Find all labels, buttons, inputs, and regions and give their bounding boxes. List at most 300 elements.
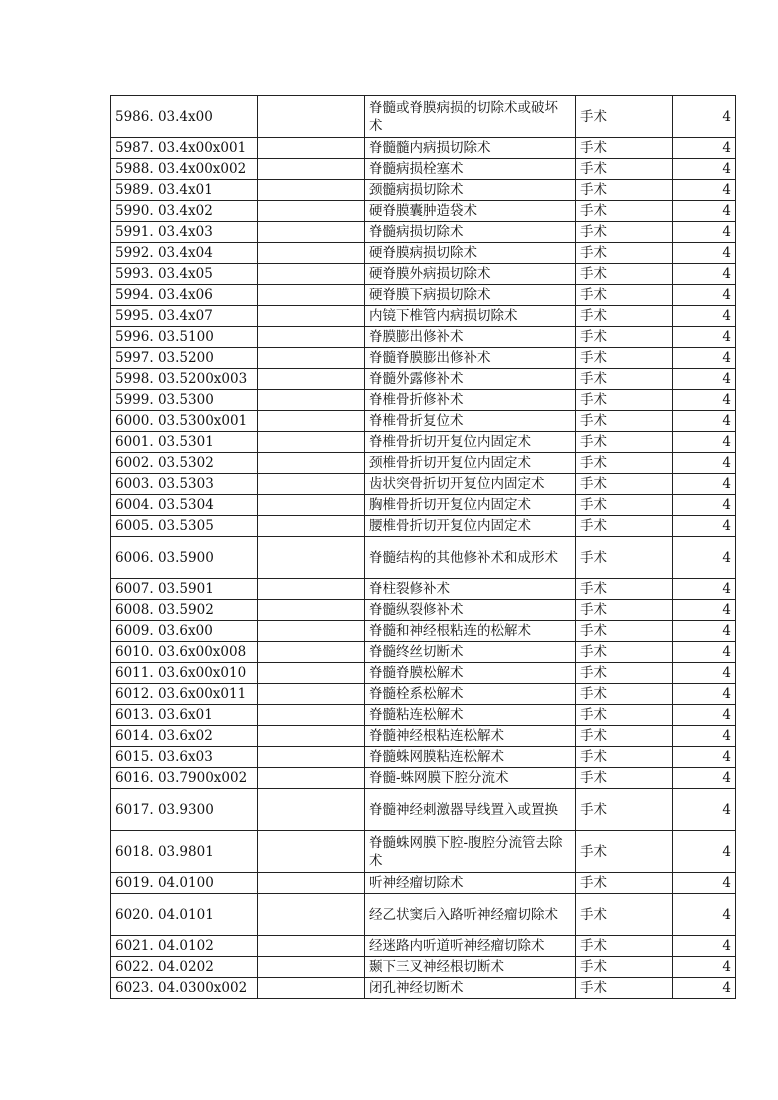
empty-cell bbox=[258, 306, 365, 327]
empty-cell bbox=[258, 768, 365, 789]
level-cell: 4 bbox=[673, 747, 736, 768]
table-row bbox=[111, 159, 736, 180]
table-row bbox=[111, 747, 736, 768]
empty-cell bbox=[258, 495, 365, 516]
row-number: 5992. bbox=[115, 245, 154, 261]
level-cell: 4 bbox=[673, 180, 736, 201]
category-cell: 手术 bbox=[576, 789, 673, 831]
row-number: 5993. bbox=[115, 266, 154, 282]
level-cell: 4 bbox=[673, 390, 736, 411]
level-cell: 4 bbox=[673, 894, 736, 936]
table-row bbox=[111, 537, 736, 579]
procedure-name-cell: 脊髓病损切除术 bbox=[365, 222, 576, 243]
procedure-name-cell: 硬脊膜外病损切除术 bbox=[365, 264, 576, 285]
category-cell: 手术 bbox=[576, 705, 673, 726]
procedure-code: 03.4x03 bbox=[157, 224, 213, 240]
level-cell: 4 bbox=[673, 957, 736, 978]
row-number-code-cell bbox=[111, 327, 258, 348]
row-number-code-cell bbox=[111, 705, 258, 726]
table-row bbox=[111, 936, 736, 957]
row-number-code-cell bbox=[111, 264, 258, 285]
row-number: 6013. bbox=[115, 707, 154, 723]
row-number-code-cell bbox=[111, 159, 258, 180]
category-cell: 手术 bbox=[576, 516, 673, 537]
procedure-name-cell: 硬脊膜病损切除术 bbox=[365, 243, 576, 264]
level-cell: 4 bbox=[673, 222, 736, 243]
row-number: 6022. bbox=[115, 959, 154, 975]
level-cell: 4 bbox=[673, 432, 736, 453]
category-cell: 手术 bbox=[576, 369, 673, 390]
empty-cell bbox=[258, 831, 365, 873]
procedure-code: 04.0100 bbox=[157, 875, 214, 891]
category-cell: 手术 bbox=[576, 411, 673, 432]
procedure-name-cell: 脊髓终丝切断术 bbox=[365, 642, 576, 663]
table-row bbox=[111, 264, 736, 285]
category-cell: 手术 bbox=[576, 936, 673, 957]
row-number-code-cell bbox=[111, 726, 258, 747]
level-cell: 4 bbox=[673, 978, 736, 999]
procedure-name-cell: 脊椎骨折切开复位内固定术 bbox=[365, 432, 576, 453]
row-number: 5990. bbox=[115, 203, 154, 219]
category-cell: 手术 bbox=[576, 957, 673, 978]
row-number-code-cell bbox=[111, 285, 258, 306]
procedure-name-cell: 脊椎骨折修补术 bbox=[365, 390, 576, 411]
empty-cell bbox=[258, 894, 365, 936]
procedure-code: 03.4x00 bbox=[157, 108, 213, 125]
category-cell: 手术 bbox=[576, 201, 673, 222]
procedure-code: 03.6x02 bbox=[157, 728, 213, 744]
table-row bbox=[111, 201, 736, 222]
empty-cell bbox=[258, 159, 365, 180]
empty-cell bbox=[258, 621, 365, 642]
procedure-name-cell: 脊髓或脊膜病损的切除术或破坏术 bbox=[365, 96, 576, 138]
category-cell: 手术 bbox=[576, 264, 673, 285]
row-number-code-cell bbox=[111, 369, 258, 390]
row-number: 6002. bbox=[115, 455, 154, 471]
table-row bbox=[111, 516, 736, 537]
category-cell: 手术 bbox=[576, 138, 673, 159]
procedure-name-cell: 脊膜膨出修补术 bbox=[365, 327, 576, 348]
row-number: 5998. bbox=[115, 371, 154, 387]
empty-cell bbox=[258, 411, 365, 432]
category-cell: 手术 bbox=[576, 306, 673, 327]
procedure-code: 03.4x05 bbox=[157, 266, 213, 282]
table-row bbox=[111, 684, 736, 705]
table-row bbox=[111, 789, 736, 831]
table-row bbox=[111, 705, 736, 726]
empty-cell bbox=[258, 264, 365, 285]
procedure-name-cell: 闭孔神经切断术 bbox=[365, 978, 576, 999]
row-number-code-cell bbox=[111, 453, 258, 474]
empty-cell bbox=[258, 201, 365, 222]
procedure-code: 03.4x06 bbox=[157, 287, 213, 303]
row-number-code-cell bbox=[111, 873, 258, 894]
procedure-code: 03.4x07 bbox=[157, 308, 213, 324]
level-cell: 4 bbox=[673, 243, 736, 264]
category-cell: 手术 bbox=[576, 600, 673, 621]
table-row bbox=[111, 96, 736, 138]
row-number-code-cell bbox=[111, 495, 258, 516]
row-number-code-cell bbox=[111, 222, 258, 243]
row-number: 5994. bbox=[115, 287, 154, 303]
procedure-name-cell: 脊柱裂修补术 bbox=[365, 579, 576, 600]
table-row bbox=[111, 390, 736, 411]
row-number-code-cell bbox=[111, 747, 258, 768]
category-cell: 手术 bbox=[576, 432, 673, 453]
category-cell: 手术 bbox=[576, 474, 673, 495]
table-row bbox=[111, 978, 736, 999]
row-number-code-cell bbox=[111, 516, 258, 537]
level-cell: 4 bbox=[673, 642, 736, 663]
category-cell: 手术 bbox=[576, 285, 673, 306]
category-cell: 手术 bbox=[576, 873, 673, 894]
table-row bbox=[111, 222, 736, 243]
category-cell: 手术 bbox=[576, 579, 673, 600]
table-row bbox=[111, 180, 736, 201]
empty-cell bbox=[258, 243, 365, 264]
row-number-code-cell bbox=[111, 789, 258, 831]
empty-cell bbox=[258, 936, 365, 957]
level-cell: 4 bbox=[673, 138, 736, 159]
row-number: 5986. bbox=[115, 108, 154, 125]
category-cell: 手术 bbox=[576, 243, 673, 264]
row-number-code-cell bbox=[111, 411, 258, 432]
procedure-code: 03.6x00x011 bbox=[157, 686, 247, 702]
empty-cell bbox=[258, 327, 365, 348]
row-number-code-cell bbox=[111, 537, 258, 579]
category-cell: 手术 bbox=[576, 894, 673, 936]
procedure-name-cell: 脊髓脊膜膨出修补术 bbox=[365, 348, 576, 369]
procedure-code: 03.5302 bbox=[157, 455, 214, 471]
table-row bbox=[111, 894, 736, 936]
row-number: 5996. bbox=[115, 329, 154, 345]
row-number: 6010. bbox=[115, 644, 154, 660]
level-cell: 4 bbox=[673, 327, 736, 348]
procedure-code: 03.5304 bbox=[157, 497, 214, 513]
table-row bbox=[111, 369, 736, 390]
table-row bbox=[111, 453, 736, 474]
row-number: 5997. bbox=[115, 350, 154, 366]
procedure-name-cell: 脊髓纵裂修补术 bbox=[365, 600, 576, 621]
category-cell: 手术 bbox=[576, 453, 673, 474]
procedure-name-cell: 脊髓栓系松解术 bbox=[365, 684, 576, 705]
row-number: 6020. bbox=[115, 906, 154, 923]
procedure-name-cell: 脊髓结构的其他修补术和成形术 bbox=[365, 537, 576, 579]
table-row bbox=[111, 663, 736, 684]
level-cell: 4 bbox=[673, 537, 736, 579]
empty-cell bbox=[258, 957, 365, 978]
procedure-code: 03.5300 bbox=[157, 392, 214, 408]
row-number: 5987. bbox=[115, 140, 154, 156]
level-cell: 4 bbox=[673, 600, 736, 621]
row-number-code-cell bbox=[111, 894, 258, 936]
procedure-code: 03.5200 bbox=[157, 350, 214, 366]
level-cell: 4 bbox=[673, 348, 736, 369]
procedure-name-cell: 脊髓-蛛网膜下腔分流术 bbox=[365, 768, 576, 789]
empty-cell bbox=[258, 579, 365, 600]
row-number: 6019. bbox=[115, 875, 154, 891]
procedure-code: 03.5300x001 bbox=[157, 413, 248, 429]
table-row bbox=[111, 474, 736, 495]
row-number-code-cell bbox=[111, 306, 258, 327]
table-row bbox=[111, 600, 736, 621]
table-row bbox=[111, 621, 736, 642]
procedure-code: 03.5301 bbox=[157, 434, 214, 450]
table-row bbox=[111, 432, 736, 453]
empty-cell bbox=[258, 180, 365, 201]
procedure-code: 04.0102 bbox=[157, 938, 214, 954]
empty-cell bbox=[258, 138, 365, 159]
empty-cell bbox=[258, 726, 365, 747]
procedure-code: 03.6x00x010 bbox=[157, 665, 247, 681]
procedure-code: 03.5303 bbox=[157, 476, 214, 492]
empty-cell bbox=[258, 663, 365, 684]
category-cell: 手术 bbox=[576, 96, 673, 138]
row-number: 6008. bbox=[115, 602, 154, 618]
procedure-name-cell: 颈椎骨折切开复位内固定术 bbox=[365, 453, 576, 474]
empty-cell bbox=[258, 642, 365, 663]
procedure-code-table bbox=[110, 95, 736, 999]
empty-cell bbox=[258, 600, 365, 621]
table-row bbox=[111, 306, 736, 327]
row-number: 6016. bbox=[115, 770, 154, 786]
category-cell: 手术 bbox=[576, 831, 673, 873]
category-cell: 手术 bbox=[576, 495, 673, 516]
row-number: 6012. bbox=[115, 686, 154, 702]
empty-cell bbox=[258, 474, 365, 495]
procedure-code: 03.5901 bbox=[157, 581, 214, 597]
procedure-code: 03.5100 bbox=[157, 329, 214, 345]
category-cell: 手术 bbox=[576, 978, 673, 999]
row-number: 6006. bbox=[115, 549, 154, 566]
category-cell: 手术 bbox=[576, 537, 673, 579]
procedure-name-cell: 听神经瘤切除术 bbox=[365, 873, 576, 894]
row-number-code-cell bbox=[111, 684, 258, 705]
procedure-name-cell: 脊髓髓内病损切除术 bbox=[365, 138, 576, 159]
empty-cell bbox=[258, 96, 365, 138]
empty-cell bbox=[258, 684, 365, 705]
procedure-code: 04.0300x002 bbox=[157, 980, 248, 996]
table-row bbox=[111, 411, 736, 432]
row-number-code-cell bbox=[111, 201, 258, 222]
level-cell: 4 bbox=[673, 264, 736, 285]
level-cell: 4 bbox=[673, 516, 736, 537]
level-cell: 4 bbox=[673, 474, 736, 495]
procedure-code: 03.6x00x008 bbox=[157, 644, 247, 660]
procedure-name-cell: 颞下三叉神经根切断术 bbox=[365, 957, 576, 978]
row-number: 6018. bbox=[115, 843, 154, 860]
empty-cell bbox=[258, 285, 365, 306]
level-cell: 4 bbox=[673, 621, 736, 642]
empty-cell bbox=[258, 348, 365, 369]
procedure-name-cell: 脊髓脊膜松解术 bbox=[365, 663, 576, 684]
level-cell: 4 bbox=[673, 726, 736, 747]
level-cell: 4 bbox=[673, 873, 736, 894]
category-cell: 手术 bbox=[576, 180, 673, 201]
empty-cell bbox=[258, 222, 365, 243]
row-number: 6000. bbox=[115, 413, 154, 429]
level-cell: 4 bbox=[673, 579, 736, 600]
table-row bbox=[111, 285, 736, 306]
procedure-code: 03.4x00x001 bbox=[157, 140, 247, 156]
procedure-code: 03.9300 bbox=[157, 801, 214, 818]
row-number: 6009. bbox=[115, 623, 154, 639]
table-row bbox=[111, 579, 736, 600]
row-number: 6005. bbox=[115, 518, 154, 534]
row-number: 6015. bbox=[115, 749, 154, 765]
empty-cell bbox=[258, 516, 365, 537]
empty-cell bbox=[258, 789, 365, 831]
empty-cell bbox=[258, 453, 365, 474]
category-cell: 手术 bbox=[576, 348, 673, 369]
row-number-code-cell bbox=[111, 432, 258, 453]
procedure-name-cell: 脊髓蛛网膜下腔-腹腔分流管去除术 bbox=[365, 831, 576, 873]
procedure-name-cell: 胸椎骨折切开复位内固定术 bbox=[365, 495, 576, 516]
table-row bbox=[111, 726, 736, 747]
level-cell: 4 bbox=[673, 789, 736, 831]
procedure-name-cell: 内镜下椎管内病损切除术 bbox=[365, 306, 576, 327]
procedure-code: 04.0202 bbox=[157, 959, 214, 975]
category-cell: 手术 bbox=[576, 390, 673, 411]
level-cell: 4 bbox=[673, 453, 736, 474]
category-cell: 手术 bbox=[576, 621, 673, 642]
empty-cell bbox=[258, 390, 365, 411]
table-row bbox=[111, 831, 736, 873]
table-row bbox=[111, 642, 736, 663]
procedure-name-cell: 脊髓和神经根粘连的松解术 bbox=[365, 621, 576, 642]
empty-cell bbox=[258, 369, 365, 390]
level-cell: 4 bbox=[673, 831, 736, 873]
empty-cell bbox=[258, 873, 365, 894]
category-cell: 手术 bbox=[576, 726, 673, 747]
empty-cell bbox=[258, 705, 365, 726]
empty-cell bbox=[258, 747, 365, 768]
table-row bbox=[111, 138, 736, 159]
row-number: 5999. bbox=[115, 392, 154, 408]
procedure-code: 03.6x03 bbox=[157, 749, 213, 765]
level-cell: 4 bbox=[673, 684, 736, 705]
category-cell: 手术 bbox=[576, 159, 673, 180]
level-cell: 4 bbox=[673, 411, 736, 432]
row-number-code-cell bbox=[111, 957, 258, 978]
row-number-code-cell bbox=[111, 600, 258, 621]
procedure-code: 03.5902 bbox=[157, 602, 214, 618]
level-cell: 4 bbox=[673, 159, 736, 180]
procedure-name-cell: 经乙状窦后入路听神经瘤切除术 bbox=[365, 894, 576, 936]
level-cell: 4 bbox=[673, 201, 736, 222]
row-number-code-cell bbox=[111, 936, 258, 957]
table-row bbox=[111, 327, 736, 348]
table-row bbox=[111, 495, 736, 516]
row-number: 6001. bbox=[115, 434, 154, 450]
row-number-code-cell bbox=[111, 390, 258, 411]
procedure-name-cell: 齿状突骨折切开复位内固定术 bbox=[365, 474, 576, 495]
procedure-code: 03.4x00x002 bbox=[157, 161, 247, 177]
procedure-name-cell: 脊髓病损栓塞术 bbox=[365, 159, 576, 180]
category-cell: 手术 bbox=[576, 327, 673, 348]
row-number: 6007. bbox=[115, 581, 154, 597]
row-number: 6021. bbox=[115, 938, 154, 954]
level-cell: 4 bbox=[673, 369, 736, 390]
procedure-name-cell: 脊髓神经刺激器导线置入或置换 bbox=[365, 789, 576, 831]
procedure-name-cell: 脊髓外露修补术 bbox=[365, 369, 576, 390]
category-cell: 手术 bbox=[576, 663, 673, 684]
table-row bbox=[111, 957, 736, 978]
level-cell: 4 bbox=[673, 663, 736, 684]
row-number: 5991. bbox=[115, 224, 154, 240]
row-number-code-cell bbox=[111, 180, 258, 201]
procedure-code: 03.5200x003 bbox=[157, 371, 248, 387]
row-number-code-cell bbox=[111, 663, 258, 684]
level-cell: 4 bbox=[673, 96, 736, 138]
row-number-code-cell bbox=[111, 243, 258, 264]
row-number: 5989. bbox=[115, 182, 154, 198]
procedure-name-cell: 腰椎骨折切开复位内固定术 bbox=[365, 516, 576, 537]
procedure-name-cell: 颈髓病损切除术 bbox=[365, 180, 576, 201]
procedure-code: 03.4x04 bbox=[157, 245, 213, 261]
procedure-code: 03.5900 bbox=[157, 549, 214, 566]
procedure-code: 04.0101 bbox=[157, 906, 214, 923]
row-number-code-cell bbox=[111, 642, 258, 663]
row-number-code-cell bbox=[111, 96, 258, 138]
row-number-code-cell bbox=[111, 768, 258, 789]
category-cell: 手术 bbox=[576, 747, 673, 768]
row-number-code-cell bbox=[111, 138, 258, 159]
empty-cell bbox=[258, 432, 365, 453]
level-cell: 4 bbox=[673, 306, 736, 327]
procedure-code: 03.4x01 bbox=[157, 182, 213, 198]
row-number: 6011. bbox=[115, 665, 154, 681]
row-number: 6017. bbox=[115, 801, 154, 818]
level-cell: 4 bbox=[673, 285, 736, 306]
procedure-name-cell: 硬脊膜囊肿造袋术 bbox=[365, 201, 576, 222]
procedure-code: 03.5305 bbox=[157, 518, 214, 534]
category-cell: 手术 bbox=[576, 642, 673, 663]
level-cell: 4 bbox=[673, 705, 736, 726]
empty-cell bbox=[258, 537, 365, 579]
procedure-name-cell: 脊髓蛛网膜粘连松解术 bbox=[365, 747, 576, 768]
procedure-name-cell: 脊椎骨折复位术 bbox=[365, 411, 576, 432]
row-number-code-cell bbox=[111, 978, 258, 999]
row-number: 6003. bbox=[115, 476, 154, 492]
row-number: 5995. bbox=[115, 308, 154, 324]
row-number: 5988. bbox=[115, 161, 154, 177]
table-row bbox=[111, 348, 736, 369]
row-number-code-cell bbox=[111, 621, 258, 642]
procedure-name-cell: 脊髓神经根粘连松解术 bbox=[365, 726, 576, 747]
procedure-code: 03.6x00 bbox=[157, 623, 213, 639]
level-cell: 4 bbox=[673, 936, 736, 957]
procedure-code: 03.4x02 bbox=[157, 203, 213, 219]
procedure-code: 03.6x01 bbox=[157, 707, 213, 723]
category-cell: 手术 bbox=[576, 222, 673, 243]
row-number-code-cell bbox=[111, 579, 258, 600]
table-row bbox=[111, 873, 736, 894]
procedure-code: 03.7900x002 bbox=[157, 770, 248, 786]
table-row bbox=[111, 768, 736, 789]
row-number: 6014. bbox=[115, 728, 154, 744]
procedure-code: 03.9801 bbox=[157, 843, 214, 860]
level-cell: 4 bbox=[673, 495, 736, 516]
procedure-name-cell: 硬脊膜下病损切除术 bbox=[365, 285, 576, 306]
level-cell: 4 bbox=[673, 768, 736, 789]
table-row bbox=[111, 243, 736, 264]
category-cell: 手术 bbox=[576, 768, 673, 789]
row-number-code-cell bbox=[111, 474, 258, 495]
category-cell: 手术 bbox=[576, 684, 673, 705]
row-number: 6023. bbox=[115, 980, 154, 996]
table-body bbox=[111, 96, 736, 999]
